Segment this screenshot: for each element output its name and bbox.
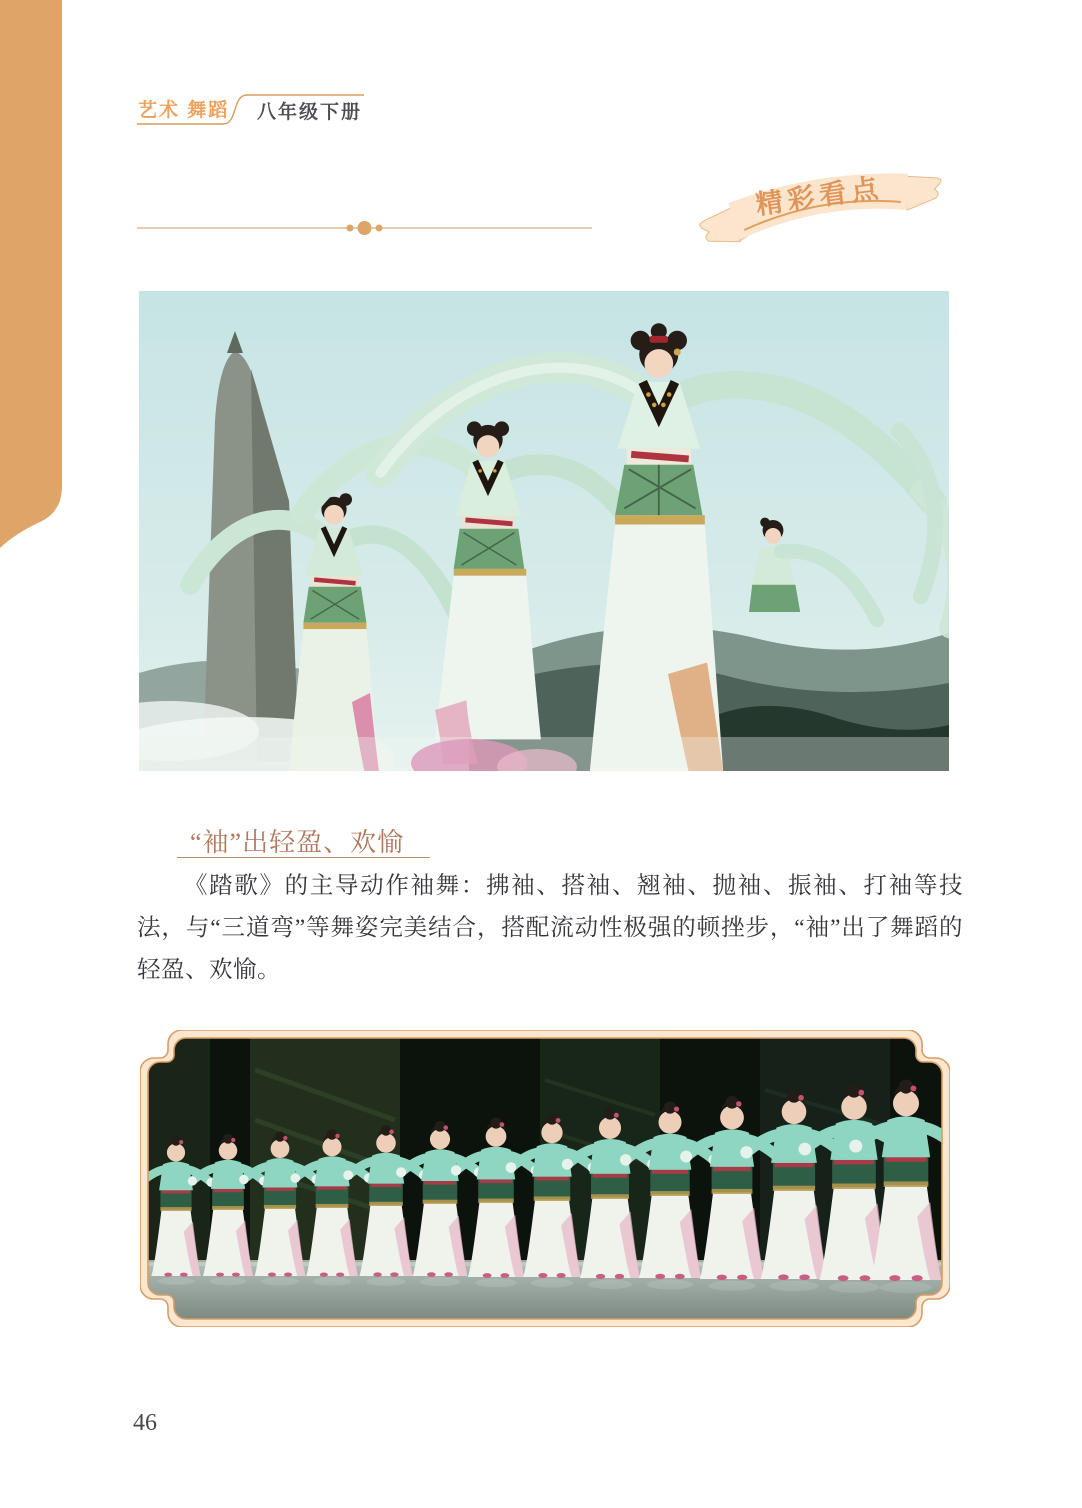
section-divider [137,220,592,236]
sleeve-dance-outdoor-photo [139,291,949,771]
section-heading-underline [177,857,430,858]
sleeve-dance-stage-photo [140,1030,950,1327]
page-header [136,88,556,136]
header-subject-label: 艺术 舞蹈 [138,100,230,121]
header-volume-label: 八年级下册 [257,102,363,123]
page-number: 46 [133,1410,157,1436]
body-paragraph: 《踏歌》的主导动作袖舞：拂袖、搭袖、翘袖、抛袖、振袖、打袖等技法，与“三道弯”等舞姿完美结合，搭配流动性极强的顿挫步，“袖”出了舞蹈的轻盈、欢愉。 [137,873,963,983]
highlight-ribbon-badge [690,158,954,258]
ribbon-label: 精彩看点 [753,172,885,221]
section-heading: “袖”出轻盈、欢愉 [190,828,405,857]
sidebar-accent-shape [0,0,70,560]
